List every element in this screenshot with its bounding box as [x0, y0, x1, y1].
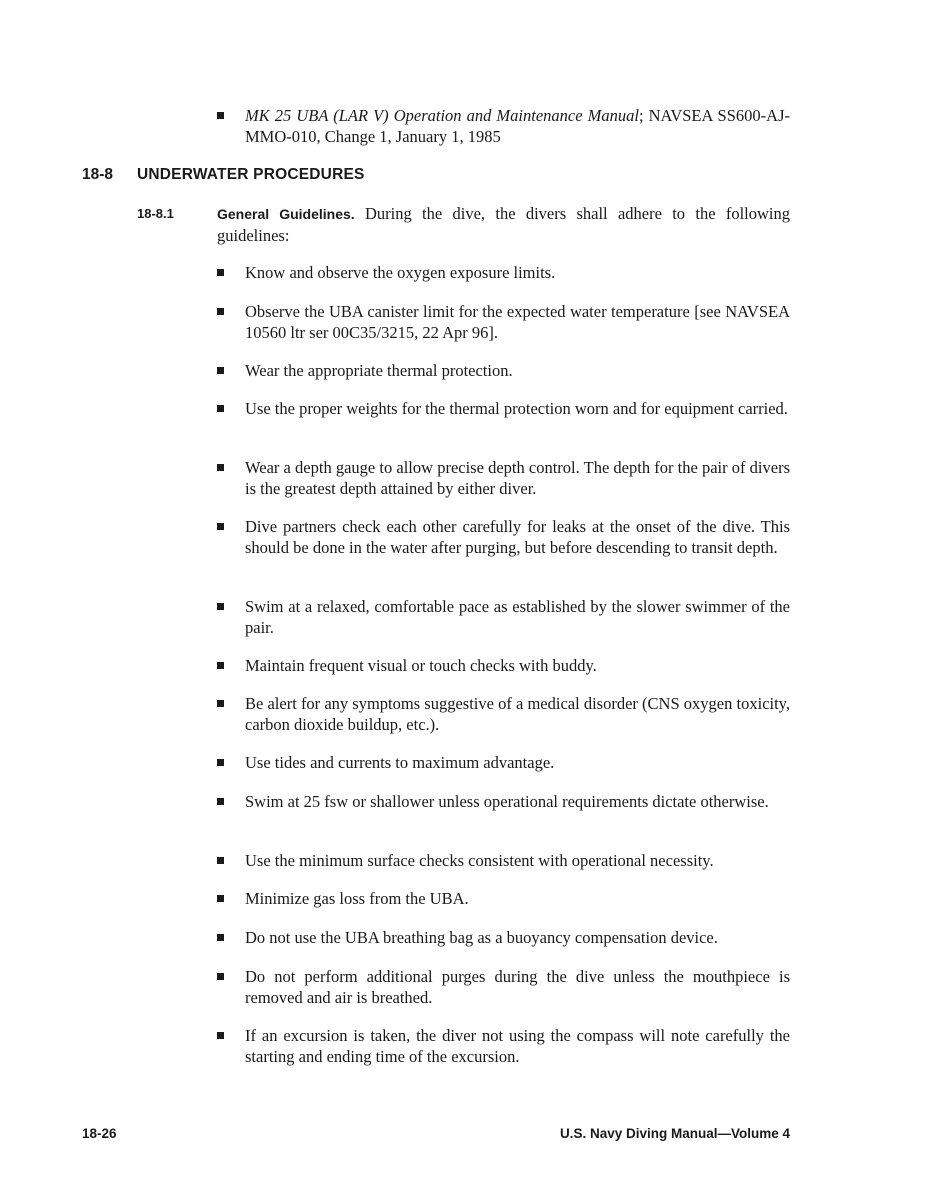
bullet-icon: [217, 269, 224, 276]
bullet-icon: [217, 857, 224, 864]
guideline-item: [217, 398, 790, 419]
guideline-item: [217, 262, 790, 283]
guideline-text: Wear a depth gauge to allow precise depth control. The depth for the pair of divers is the greatest depth attained by either diver.: [245, 458, 790, 498]
paragraph-body: [217, 203, 790, 246]
guideline-item: [217, 791, 790, 812]
guideline-item: [217, 457, 790, 499]
bullet-icon: [217, 308, 224, 315]
guideline-item: [217, 516, 790, 558]
guideline-item: [217, 1025, 790, 1067]
bullet-icon: [217, 759, 224, 766]
paragraph-heading: General Guidelines.: [217, 206, 355, 222]
bullet-icon: [217, 405, 224, 412]
guideline-item: [217, 752, 790, 773]
section-number: 18-8: [82, 166, 114, 183]
guideline-item: [217, 850, 790, 871]
guideline-item: [217, 693, 790, 735]
bullet-icon: [217, 603, 224, 610]
guideline-text: Maintain frequent visual or touch checks with buddy.: [245, 656, 597, 675]
guideline-text: Minimize gas loss from the UBA.: [245, 889, 469, 908]
guideline-text: Observe the UBA canister limit for the expected water temperature [see NAVSEA 10560 ltr ser 00C35/3215, 22 Apr 96].: [245, 302, 790, 342]
bullet-icon: [217, 523, 224, 530]
guideline-item: [217, 301, 790, 343]
bullet-icon: [217, 798, 224, 805]
guideline-text: Wear the appropriate thermal protection.: [245, 361, 513, 380]
guideline-item: [217, 655, 790, 676]
reference-details: ; NAVSEA SS600-AJ-MMO-010, Change 1, January 1, 1985: [245, 106, 790, 146]
page-number: 18-26: [82, 1126, 117, 1141]
guideline-text: Swim at 25 fsw or shallower unless operational requirements dictate otherwise.: [245, 792, 769, 811]
guideline-text: Dive partners check each other carefully for leaks at the onset of the dive. This should be done in the water after purging, but before descending to transit depth.: [245, 517, 790, 557]
guideline-item: [217, 966, 790, 1008]
guideline-text: Do not perform additional purges during the dive unless the mouthpiece is removed and air is breathed.: [245, 967, 790, 1007]
paragraph-number: 18-8.1: [137, 206, 174, 221]
guideline-text: Use tides and currents to maximum advantage.: [245, 753, 555, 772]
guideline-text: Know and observe the oxygen exposure limits.: [245, 263, 556, 282]
reference-text: [245, 105, 790, 147]
guideline-text: Swim at a relaxed, comfortable pace as established by the slower swimmer of the pair.: [245, 597, 790, 637]
bullet-icon: [217, 464, 224, 471]
bullet-icon: [217, 112, 224, 119]
guideline-text: Do not use the UBA breathing bag as a buoyancy compensation device.: [245, 928, 718, 947]
bullet-icon: [217, 934, 224, 941]
manual-title: U.S. Navy Diving Manual—Volume 4: [559, 1126, 790, 1141]
guideline-text: Use the proper weights for the thermal protection worn and for equipment carried.: [245, 399, 788, 418]
guideline-text: If an excursion is taken, the diver not using the compass will note carefully the starting and ending time of the excursion.: [245, 1026, 790, 1066]
section-title: UNDERWATER PROCEDURES: [137, 166, 365, 183]
reference-title: MK 25 UBA (LAR V) Operation and Maintenance Manual: [245, 106, 639, 125]
guideline-text: Use the minimum surface checks consistent with operational necessity.: [245, 851, 714, 870]
guideline-item: [217, 596, 790, 638]
bullet-icon: [217, 662, 224, 669]
guideline-item: [217, 927, 790, 948]
reference-list-item: [217, 105, 790, 147]
bullet-icon: [217, 895, 224, 902]
paragraph-text: During the dive, the divers shall adhere to the following guidelines:: [217, 204, 790, 245]
guideline-text: Be alert for any symptoms suggestive of a medical disorder (CNS oxygen toxicity, carbon dioxide buildup, etc.).: [245, 694, 790, 734]
bullet-icon: [217, 367, 224, 374]
guideline-item: [217, 888, 790, 909]
bullet-icon: [217, 973, 224, 980]
guideline-item: [217, 360, 790, 381]
bullet-icon: [217, 1032, 224, 1039]
bullet-icon: [217, 700, 224, 707]
